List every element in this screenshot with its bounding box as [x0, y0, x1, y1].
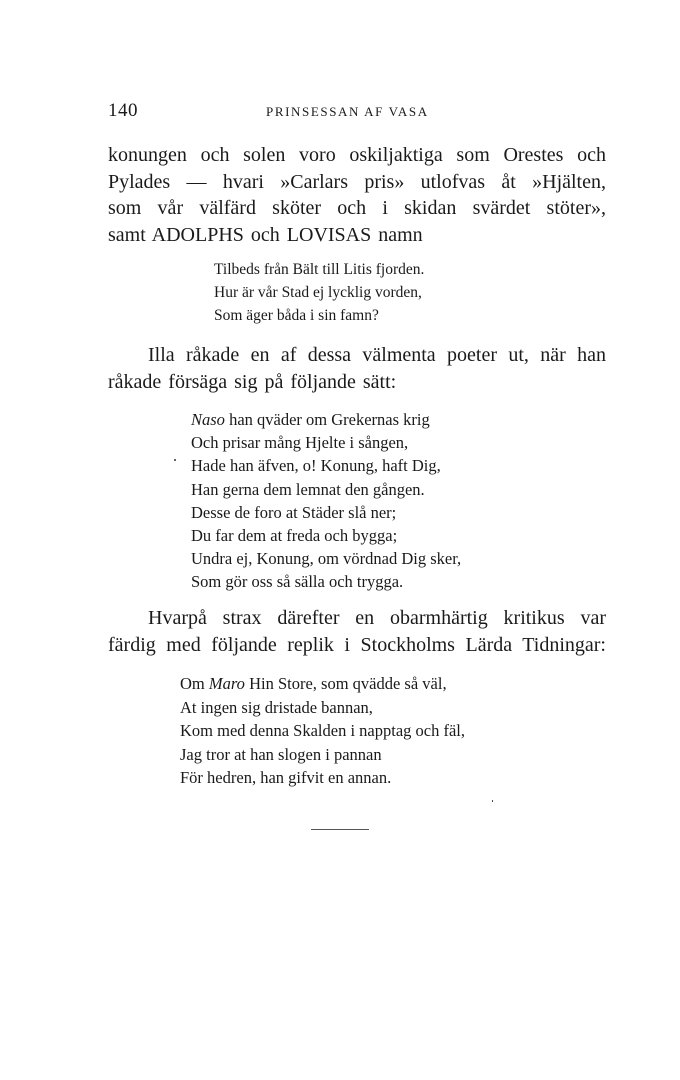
verse-line: Hur är vår Stad ej lycklig vorden,: [214, 284, 422, 301]
text-line: råkade försäga sig på följande sätt:: [108, 370, 397, 393]
verse-line: Desse de foro at Städer slå ner;: [191, 502, 397, 522]
italic-name: Maro: [208, 674, 245, 693]
verse-line: Du far dem at freda och bygga;: [191, 526, 398, 546]
verse-1: [214, 258, 424, 327]
italic-name: Naso: [191, 410, 225, 429]
verse-line: Som äger båda i sin famn?: [214, 307, 379, 324]
text-line: färdig med följande replik i Stockholms Lärda Tidningar:: [108, 633, 606, 656]
verse-line: Kom med denna Skalden i napptag och fäl,: [180, 721, 466, 740]
verse-3: [180, 672, 465, 790]
verse-line: Undra ej, Konung, om vördnad Dig sker,: [191, 549, 462, 569]
page-number: 140: [108, 100, 138, 121]
text-line: konungen och solen voro oskiljaktiga som Orestes och: [108, 144, 606, 166]
running-title: PRINSESSAN AF VASA: [266, 104, 429, 119]
verse-line: Jag tror at han slogen i pannan: [180, 744, 382, 764]
text-line: som vår välfärd sköter och i skidan svärdet stöter»,: [108, 197, 606, 219]
print-speck: [492, 800, 493, 802]
verse-line-prefix: Om: [180, 674, 209, 693]
verse-line: För hedren, han gifvit en annan.: [180, 768, 392, 787]
verse-line: Och prisar mång Hjelte i sången,: [191, 433, 409, 453]
text-line: Pylades — hvari »Carlars pris» utlofvas åt »Hjälten,: [108, 170, 606, 193]
verse-2: [191, 408, 461, 594]
verse-line-rest: Hin Store, som qvädde så väl,: [244, 674, 447, 693]
paragraph-3: [108, 605, 606, 658]
verse-line: At ingen sig dristade bannan,: [180, 697, 373, 717]
page-header: [108, 100, 608, 126]
end-rule: [311, 829, 369, 830]
verse-line: Som gör oss så sälla och trygga.: [191, 572, 404, 592]
paragraph-2: [108, 342, 606, 395]
verse-line: Hade han äfven, o! Konung, haft Dig,: [191, 456, 441, 476]
verse-line: Tilbeds från Bält till Litis fjorden.: [214, 261, 425, 278]
text-line: Illa råkade en af dessa välmenta poeter ut, när han: [148, 344, 606, 366]
verse-line: Han gerna dem lemnat den gången.: [191, 479, 425, 499]
text-line: Hvarpå strax därefter en obarmhärtig kritikus var: [148, 607, 606, 629]
print-speck: [174, 459, 176, 461]
verse-line: [191, 408, 461, 431]
verse-line-rest: han qväder om Grekernas krig: [224, 410, 430, 429]
paragraph-1: [108, 142, 606, 248]
verse-line: [180, 672, 465, 696]
text-line: samt ADOLPHS och LOVISAS namn: [108, 223, 423, 246]
